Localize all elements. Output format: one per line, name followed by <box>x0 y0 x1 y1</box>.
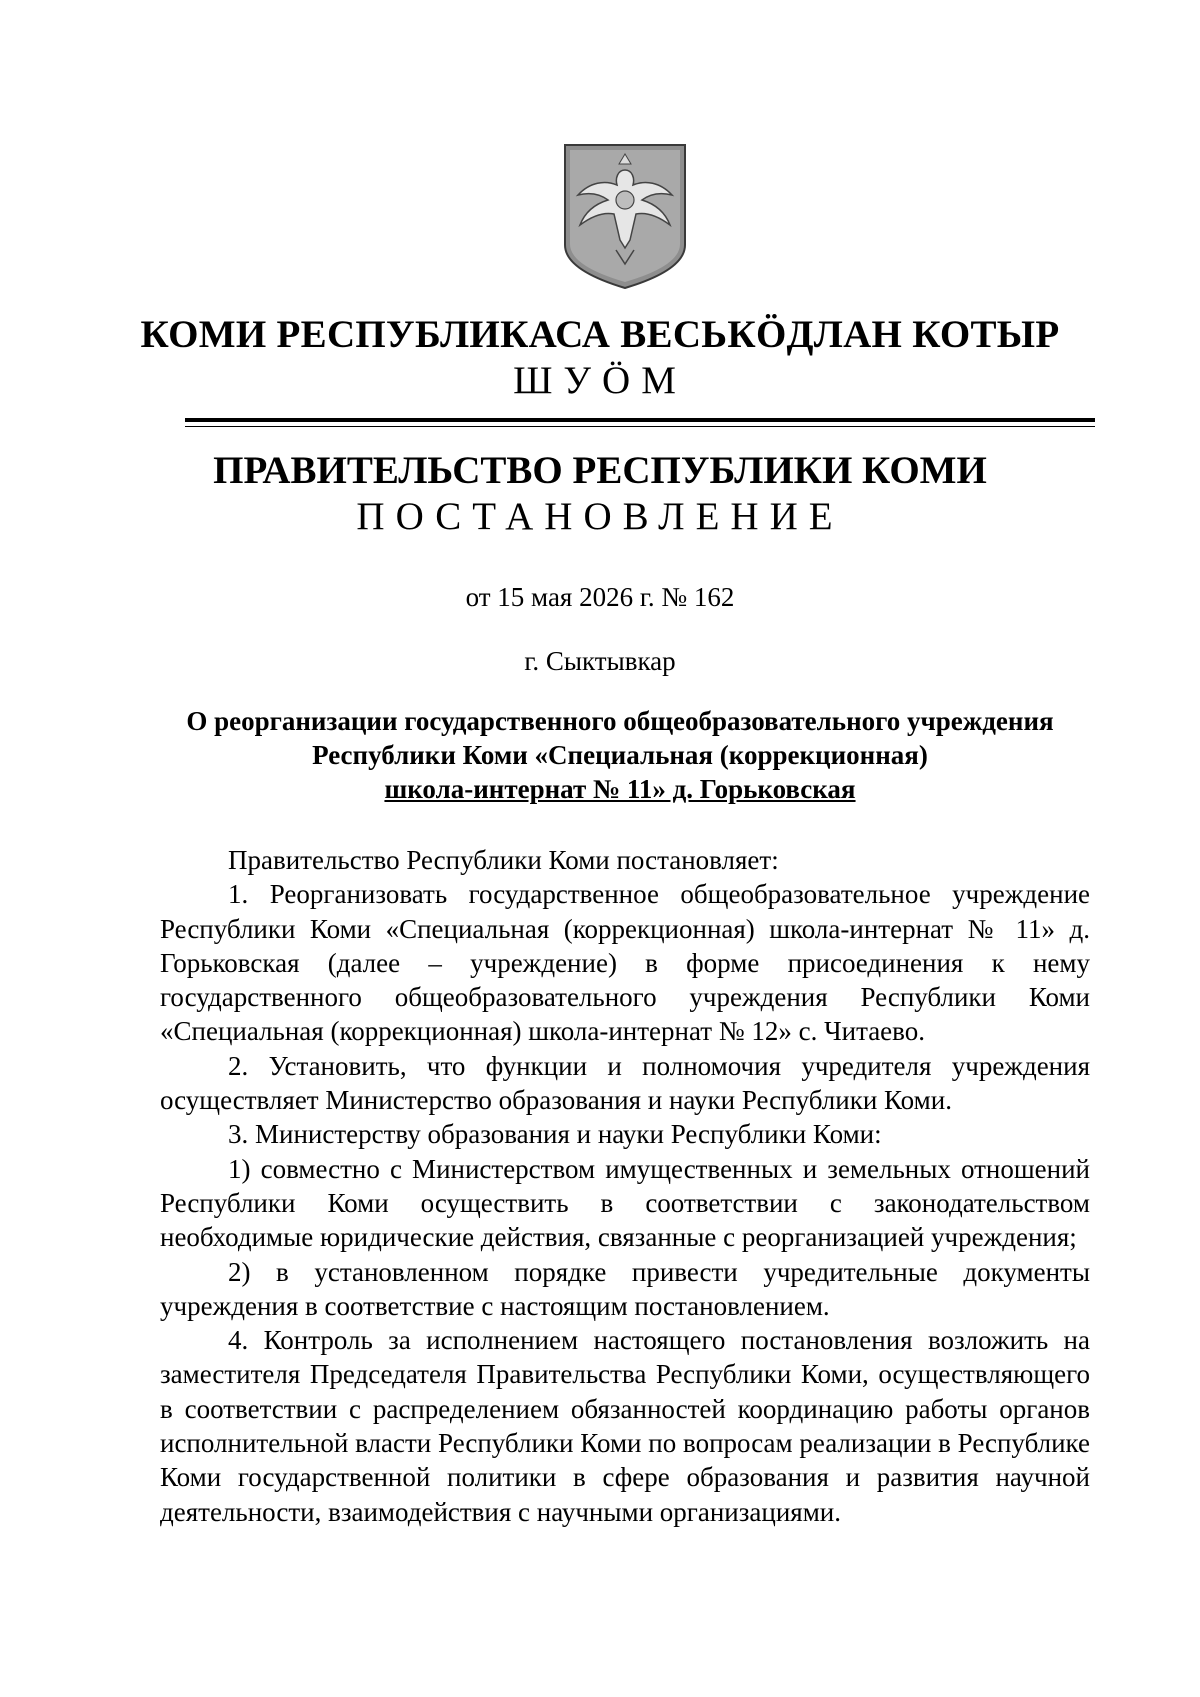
body-paragraph-3-2: 2) в установленном порядке привести учредительные документы учреждения в соответствие с настоящим постановлением. <box>160 1256 1090 1321</box>
document-date-number: от 15 мая 2026 г. № 162 <box>465 582 735 612</box>
government-title: ПРАВИТЕЛЬСТВО РЕСПУБЛИКИ КОМИ <box>213 449 987 492</box>
document-body <box>160 843 1090 1529</box>
body-intro: Правительство Республики Коми постановляет: <box>228 845 779 875</box>
subject-line-2: Республики Коми «Специальная (коррекционная) <box>312 740 928 770</box>
komi-government-title: КОМИ РЕСПУБЛИКАСА ВЕСЬКӦДЛАН КОТЫР <box>140 313 1060 356</box>
body-paragraph-2: 2. Установить, что функции и полномочия учредителя учреждения осуществляет Министерство образования и науки Республики Коми. <box>160 1050 1090 1116</box>
coat-of-arms-icon <box>560 140 690 290</box>
document-type: ПОСТАНОВЛЕНИЕ <box>356 495 844 538</box>
komi-document-type: ШУӦМ <box>513 359 687 402</box>
header-divider-thin <box>185 426 1095 427</box>
body-paragraph-3-1: 1) совместно с Министерством имущественных и земельных отношений Республики Коми осуществить в соответствии с законодательством необходимые юридические действия, связанные с реорганизацией учреждения; <box>160 1153 1090 1253</box>
subject-line-1: О реорганизации государственного общеобразовательного учреждения <box>186 706 1054 736</box>
body-paragraph-1: 1. Реорганизовать государственное общеобразовательное учреждение Республики Коми «Специальная (коррекционная) школа-интернат № 11» д. Горьковская (далее – учреждение) в форме присоединения к нему государственного общеобразовательного учреждения Республики Коми «Специальная (коррекционная) школа-интернат № 12» с. Читаево. <box>160 879 1090 1047</box>
body-paragraph-4: 4. Контроль за исполнением настоящего постановления возложить на заместителя Председателя Правительства Республики Коми, осуществляющего в соответствии с распределением обязанностей координацию работы органов исполнительной власти Республики Коми по вопросам реализации в Республике Коми государственной политики в сфере образования и развития научной деятельности, взаимодействия с научными организациями. <box>160 1325 1090 1527</box>
header-divider-thick <box>185 418 1095 422</box>
document-subject <box>150 704 1090 806</box>
document-city: г. Сыктывкар <box>524 646 676 676</box>
subject-line-3: школа-интернат № 11» д. Горьковская <box>384 774 856 804</box>
body-paragraph-3: 3. Министерству образования и науки Республики Коми: <box>228 1119 882 1150</box>
